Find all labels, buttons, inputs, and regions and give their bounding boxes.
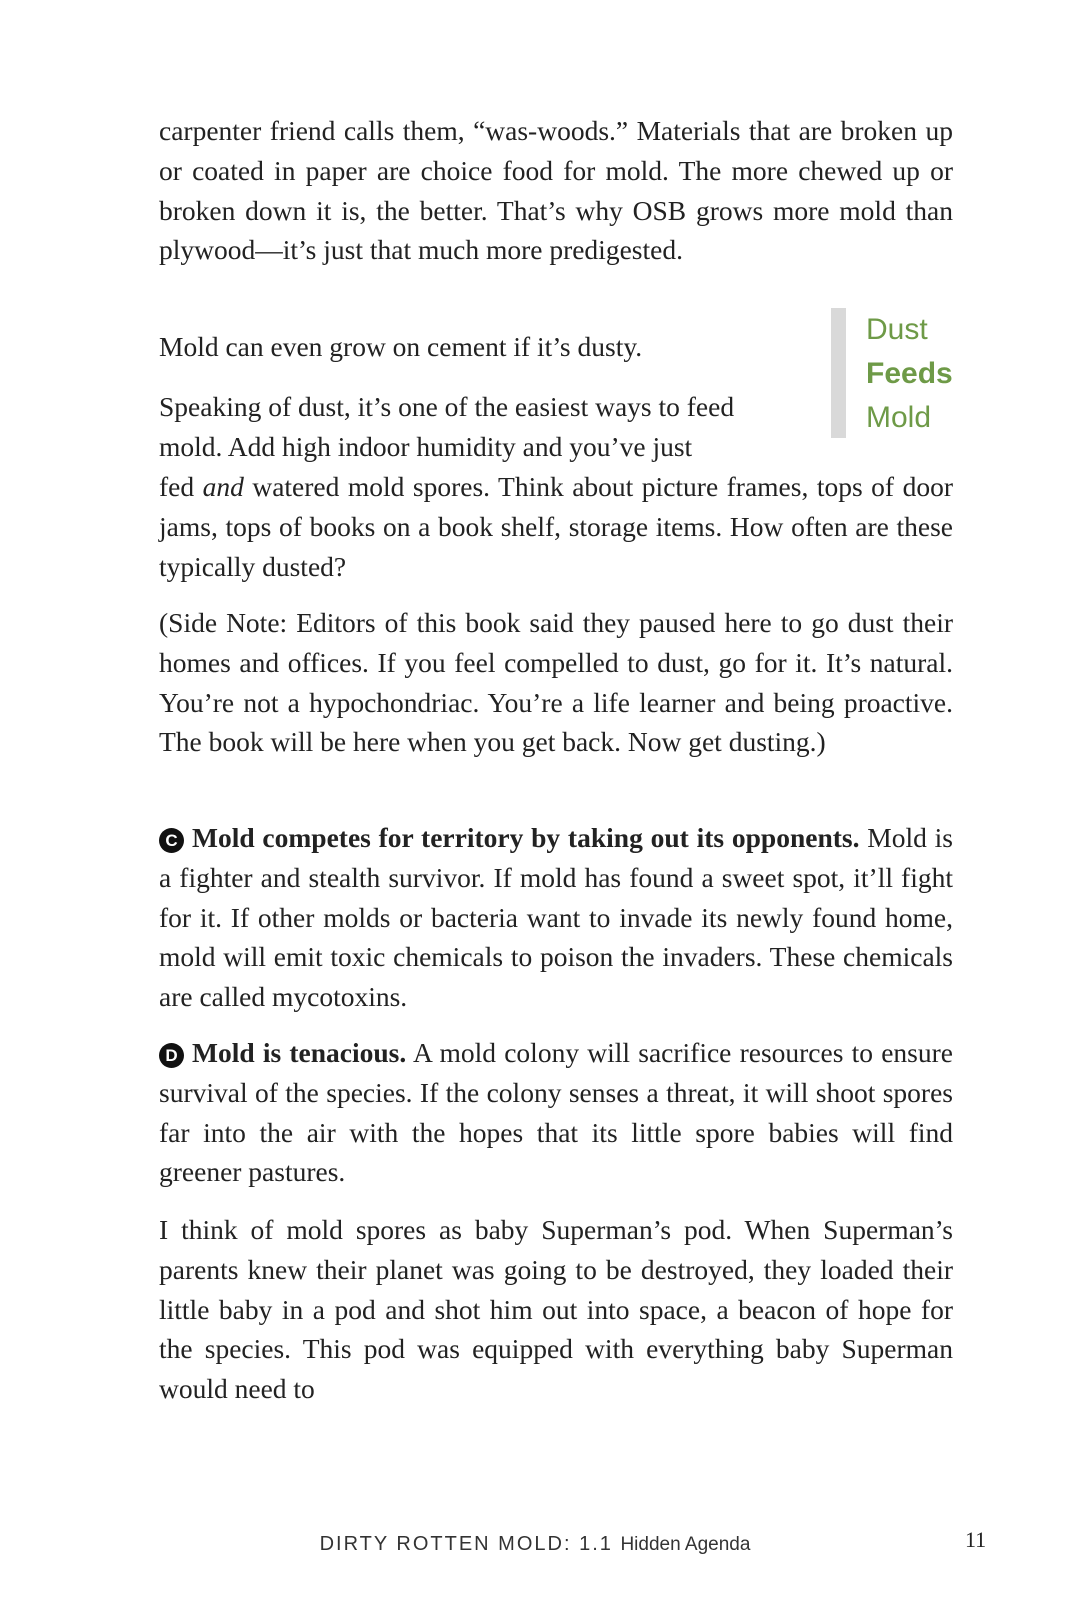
text-run: fed <box>159 471 203 502</box>
point-heading: Mold competes for territory by taking out its opponents. <box>192 822 860 853</box>
running-footer <box>0 1533 1070 1556</box>
circle-d-marker-icon: D <box>159 1043 184 1068</box>
sidebar-callout-bar <box>831 308 846 438</box>
text-run: A mold colony will sacrifice resources to ensure survival of the species. If the colony senses a threat, it will shoot spores far into the air with the hopes that its little spore babies will find greener pastures. <box>159 1037 953 1188</box>
footer-chapter: Hidden Agenda <box>620 1534 751 1555</box>
sidebar-callout-line: Dust <box>866 313 928 346</box>
paragraph-superman-pod: I think of mold spores as baby Superman’s pod. When Superman’s parents knew their planet was going to be destroyed, they loaded their little baby in a pod and shot him out into space, a beacon of hope for the species. This pod was equipped with everything baby Superman would need to <box>159 1214 953 1405</box>
paragraph-side-note: (Side Note: Editors of this book said they paused here to go dust their homes and offices. If you feel compelled to dust, go for it. It’s natural. You’re not a hypochondriac. You’re a life learner and being proactive. The book will be here when you get back. Now get dusting.) <box>159 607 953 758</box>
sidebar-callout-line: Feeds <box>866 357 953 390</box>
paragraph-mold-tenacious <box>159 1033 953 1192</box>
text-run: Mold is a fighter and stealth survivor. If mold has found a sweet spot, it’ll fight for it. If other molds or bacteria want to invade its newly found home, mold will emit toxic chemicals to poison the invaders. These chemicals are called mycotoxins. <box>159 822 954 1013</box>
emphasis: and <box>202 471 244 502</box>
circle-c-marker-icon: C <box>159 828 184 853</box>
paragraph-dust-continued <box>159 467 953 586</box>
paragraph-line: Speaking of dust, it’s one of the easiest ways to feed <box>159 391 735 422</box>
text-run: watered mold spores. Think about picture frames, tops of door jams, tops of books on a book shelf, storage items. How often are these typically dusted? <box>159 471 953 582</box>
page-number: 11 <box>965 1527 987 1552</box>
sidebar-callout-line: Mold <box>866 401 932 434</box>
footer-book-title: DIRTY ROTTEN MOLD: 1.1 <box>319 1533 613 1555</box>
paragraph-dust-intro <box>159 387 799 467</box>
paragraph-line: mold. Add high indoor humidity and you’ve just <box>159 430 693 462</box>
point-heading: Mold is tenacious. <box>192 1037 407 1068</box>
paragraph-mold-competes <box>159 818 953 1017</box>
paragraph-cement: Mold can even grow on cement if it’s dusty. <box>159 331 643 362</box>
sidebar-callout <box>866 308 953 440</box>
paragraph-was-woods: carpenter friend calls them, “was-woods.” Materials that are broken up or coated in paper are choice food for mold. The more chewed up or broken down it is, the better. That’s why OSB grows more mold than plywood—it’s just that much more predigested. <box>159 115 953 266</box>
